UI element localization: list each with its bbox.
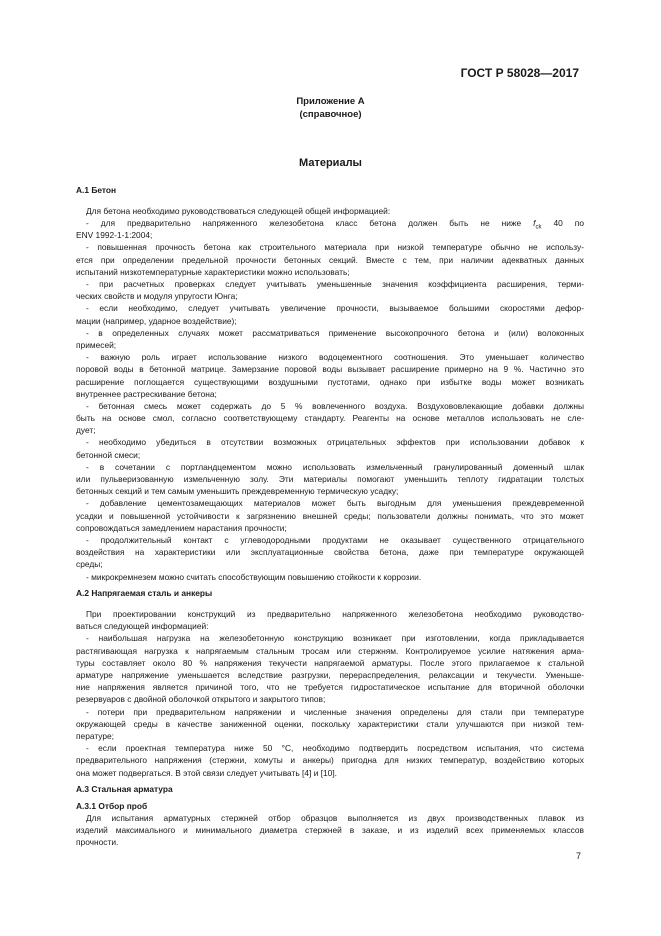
- text-line: прочности.: [76, 837, 119, 848]
- list-item: [76, 497, 584, 534]
- standard-header: ГОСТ Р 58028—2017: [460, 66, 579, 80]
- section-a1-items: [76, 241, 584, 582]
- text-line: Для испытания арматурных стержней отбор образцов выполняется из двух производственных плавок из: [86, 813, 584, 824]
- text-line: воздействия на характеристики или эксплуатационные свойства бетона, даже при температуре окружающей: [76, 547, 584, 558]
- fck-symbol: $f_{ck}$: [533, 218, 542, 230]
- text-line: расширение поглощается существующими воздушными пустотами, однако при избытке воды может возникать: [76, 376, 584, 387]
- text-line: туры составляет около 80 % напряжения текучести напрягаемой арматуры. После этого прилагаемое к стальной: [76, 657, 584, 668]
- text-line: окружающей среды в качестве заниженной оценки, поскольку характеристики стали улучшаются при низкой тем-: [76, 718, 584, 729]
- list-item: [76, 327, 584, 351]
- section-a1-item-concrete-class: [76, 217, 584, 241]
- text-fragment: 40 по: [541, 218, 584, 229]
- section-a3-heading: А.3 Стальная арматура: [76, 784, 173, 795]
- text-line: примесей;: [76, 339, 117, 350]
- text-line: - при расчетных проверках следует учитывать уменьшенные значения коэффициента расширения, терми-: [86, 279, 584, 289]
- text-line: предварительного напряжения (стержни, хомуты и анкеры) пригодна для низких температур, воздействию которых: [76, 755, 584, 766]
- text-line: арматуре напряжение уменьшается вследствие разгрузки, перераспределения, релаксации и текучести. Уменьше-: [76, 670, 584, 680]
- annex-title: Приложение А: [296, 96, 365, 107]
- text-line: - если необходимо, следует учитывать увеличение прочности, вызываемое большими скоростями дефор-: [86, 303, 584, 314]
- text-line: - наибольшая нагрузка на железобетонную конструкцию возникает при изготовлении, когда прикладывается: [86, 633, 584, 644]
- section-a1-heading: А.1 Бетон: [76, 185, 117, 195]
- text-line: или пульверизованную измельченную золу. Эти материалы помогают уменьшить теплоту гидратации толстых: [76, 474, 584, 484]
- text-line: - микрокремнезем можно считать способствующим повышению стойкости к коррозии.: [86, 571, 422, 582]
- list-item: [76, 534, 584, 571]
- list-item: [76, 632, 584, 705]
- annex-subtitle: (справочное): [299, 108, 362, 120]
- text-line: [76, 217, 584, 229]
- text-line: внутреннее растрескивание бетона;: [76, 388, 217, 399]
- text-line: усадки и повышенной устойчивости к загрязнению внешней среды; пользователи должны понимать, что это может: [76, 510, 584, 521]
- section-a1-intro: [76, 205, 584, 217]
- section-a2-heading: А.2 Напрягаемая сталь и анкеры: [76, 588, 213, 599]
- text-line: - если проектная температура ниже 50 °C, необходимо подтвердить посредством испытания, что система: [86, 743, 584, 754]
- text-fragment: - для предварительно напряженного железобетона класс бетона должен быть не ниже: [86, 218, 534, 229]
- text-line: ется при определении предельной прочности бетонных секций. Вместе с тем, при наличии адекватных данных: [76, 254, 584, 265]
- list-item: [76, 400, 584, 437]
- text-line: - необходимо убедиться в отсутствии возможных отрицательных эффектов при использовании добавок к: [86, 437, 584, 448]
- list-item: [76, 436, 584, 460]
- text-line: - в определенных случаях может рассматриваться применение высокопрочного бетона и (или) волоконных: [86, 327, 584, 338]
- text-line: пературе;: [76, 730, 114, 741]
- section-a3-1-heading: А.3.1 Отбор проб: [76, 800, 148, 811]
- text-line: поровой воды в бетонной матрице. Замерзание поровой воды вызывает расширение примерно на 9 %. Частично это: [76, 364, 584, 375]
- annex-heading: [0, 96, 661, 121]
- list-item: [76, 571, 584, 583]
- paragraph: [76, 812, 584, 849]
- list-item: [76, 302, 584, 326]
- text-line: Для бетона необходимо руководствоваться следующей общей информацией:: [86, 205, 391, 216]
- text-line: быть на основе смол, согласно соответствующему стандарту. Реагенты на основе металлов использовать не сле-: [76, 413, 584, 424]
- page-number: 7: [575, 851, 581, 861]
- list-item: [76, 706, 584, 743]
- text-line: резервуаров с двойной оболочкой открытого и закрытого типов;: [76, 694, 326, 705]
- text-line: сопровождаться замедлением нарастания прочности;: [76, 522, 287, 533]
- text-line: ваться следующей информацией:: [76, 621, 209, 632]
- text-line: изделий максимального и минимального диаметра стержней в заказе, и из изделий всех применяемых классов: [76, 825, 584, 836]
- intro-paragraph: [76, 608, 584, 632]
- text-line: среды;: [76, 559, 103, 570]
- text-line: мации (например, ударное воздействие);: [76, 315, 237, 326]
- section-a3-1-text: [76, 812, 584, 849]
- section-a2-intro: [76, 608, 584, 632]
- page-title: Материалы: [299, 157, 362, 169]
- list-item: [76, 278, 584, 302]
- text-line: ческих свойств и модуля упругости Юнга;: [76, 291, 238, 302]
- list-item: [76, 351, 584, 400]
- text-line: ние напряжения является причиной того, что не требуется гидростатическое испытание для вторичной оболочки: [76, 682, 584, 693]
- text-line: - в сочетании с портландцементом можно использовать измельченный гранулированный доменный шлак: [86, 461, 584, 472]
- text-line: - продолжительный контакт с углеводородными продуктами не оказывает существенного отрицательного: [86, 534, 584, 545]
- list-item: [76, 241, 584, 278]
- text-line: - потери при предварительном напряжении и численные значения определены для стали при температуре: [86, 706, 584, 717]
- text-line: бетонной смеси;: [76, 449, 141, 460]
- text-line: При проектировании конструкций из предварительно напряженного железобетона необходимо руководство-: [86, 609, 584, 620]
- section-a2-items: [76, 632, 584, 778]
- text-line: ENV 1992-1-1:2004;: [76, 230, 153, 241]
- text-line: - бетонная смесь может содержать до 5 % вовлеченного воздуха. Воздухововлекающие добавки должны: [86, 400, 584, 411]
- text-line: растягивающая нагрузка к напрягаемым стальным тросам или стержням. Контролируемое усилие натяжения арма-: [76, 645, 584, 656]
- text-line: - повышенная прочность бетона как строительного материала при низкой температуре обычно не использу-: [86, 242, 584, 253]
- list-item: [76, 461, 584, 498]
- text-line: она может подвергаться. В этой связи следует учитывать [4] и [10].: [76, 767, 337, 778]
- text-line: - важную роль играет использование низкого водоцементного соотношения. Это уменьшает количество: [86, 352, 584, 363]
- text-line: бетонных секций и тем самым уменьшить преждевременную термическую усадку;: [76, 486, 399, 497]
- list-item: [76, 742, 584, 779]
- text-line: - добавление цементозамещающих материалов может быть выгодным для уменьшения преждевременной: [86, 498, 584, 509]
- text-line: испытаний низкотемпературные характеристики можно использовать;: [76, 266, 350, 277]
- text-line: дует;: [76, 425, 96, 436]
- document-body: [76, 184, 584, 849]
